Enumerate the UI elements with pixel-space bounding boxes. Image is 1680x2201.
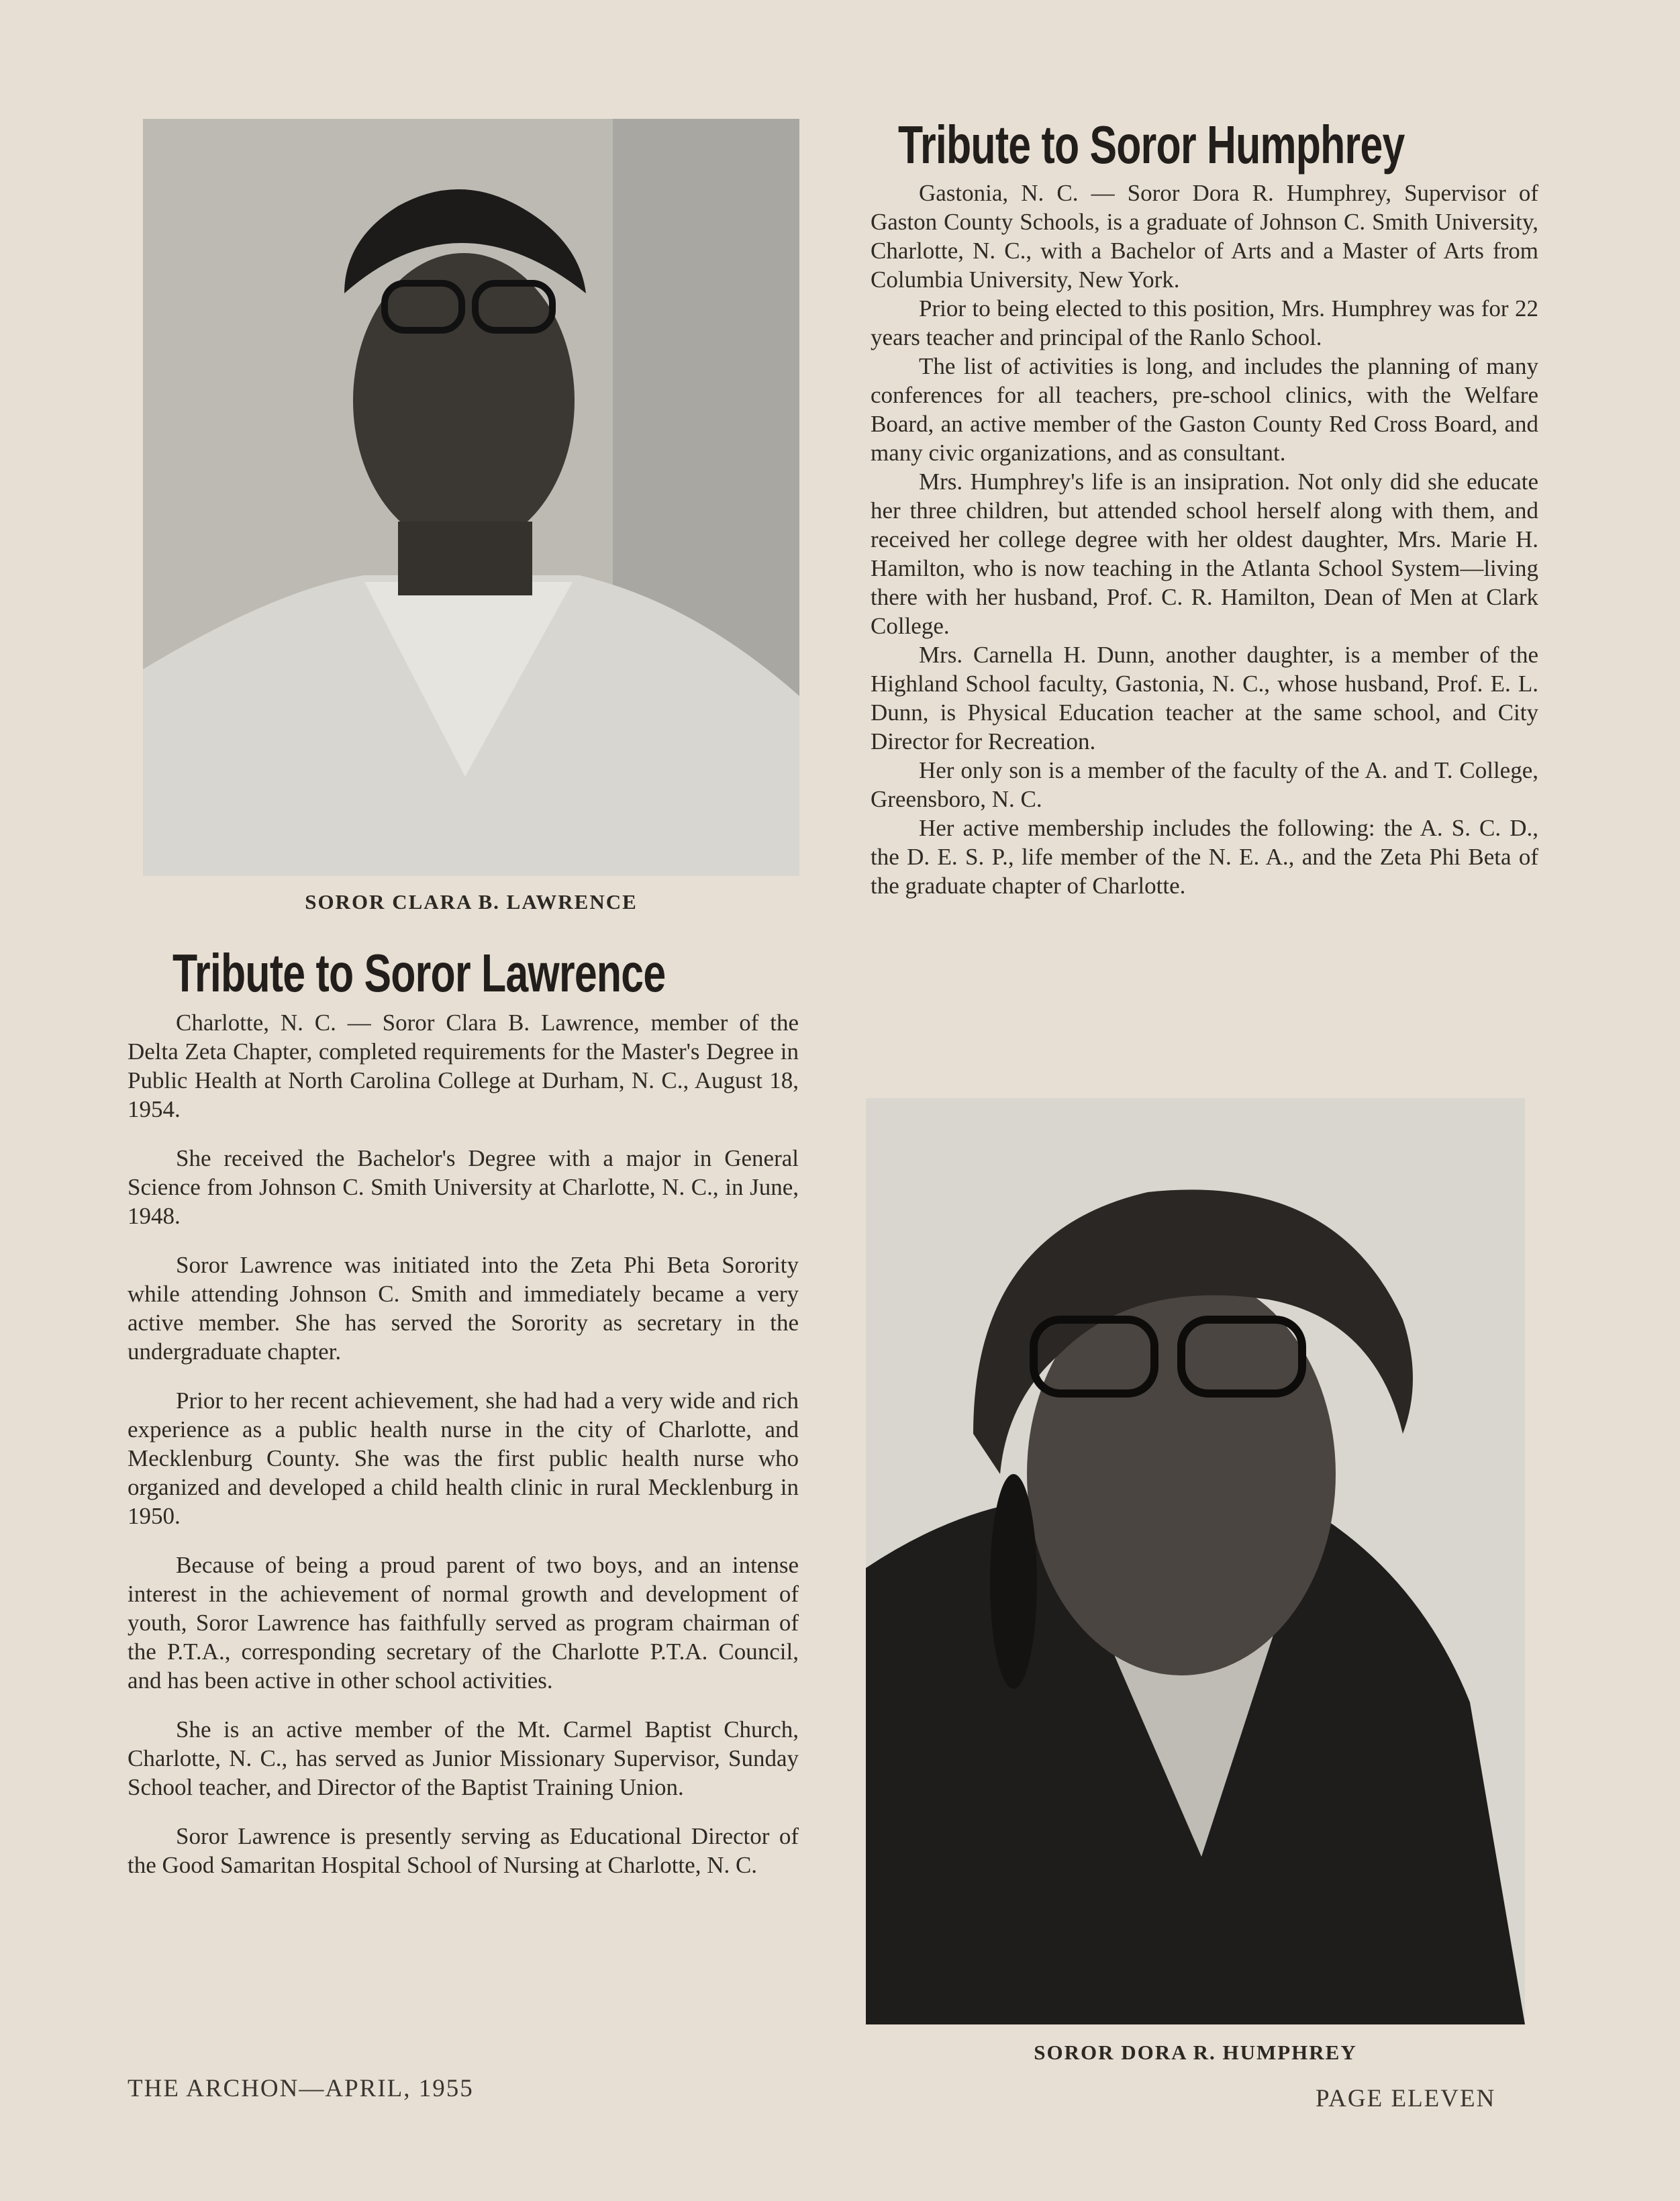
paragraph: Because of being a proud parent of two boys, and an intense interest in the achievement of normal growth and development of youth, Soror Lawrence has faithfully served as program chairman of the P.T.A., corresponding secretary of the Charlotte P.T.A. Council, and has been active in other school activities. [128,1552,799,1694]
paragraph: She is an active member of the Mt. Carmel Baptist Church, Charlotte, N. C., has served as Junior Missionary Supervisor, Sunday School teacher, and Director of the Baptist Training Union. [128,1716,799,1800]
article-lawrence [128,1008,799,1900]
paragraph: Her active membership includes the following: the A. S. C. D., the D. E. S. P., life member of the N. E. A., and the Zeta Phi Beta of the graduate chapter of Charlotte. [871,815,1538,899]
paragraph: Soror Lawrence is presently serving as Educational Director of the Good Samaritan Hospital School of Nursing at Charlotte, N. C. [128,1823,799,1878]
article-humphrey [871,179,1538,900]
paragraph: The list of activities is long, and includes the planning of many conferences for all teachers, pre-school clinics, with the Welfare Board, an active member of the Gaston County Red Cross Board, and many civic organizations, and as consultant. [871,353,1538,466]
portrait-photo-humphrey [866,1098,1525,2024]
paragraph: Prior to her recent achievement, she had had a very wide and rich experience as a public health nurse in the city of Charlotte, and Mecklenburg County. She was the first public health nurse who organized and developed a child health clinic in rural Mecklenburg in 1950. [128,1387,799,1529]
headline-humphrey: Tribute to Soror Humphrey [898,115,1405,175]
paragraph: She received the Bachelor's Degree with a major in General Science from Johnson C. Smith University at Charlotte, N. C., in June, 1948. [128,1145,799,1229]
headline-lawrence: Tribute to Soror Lawrence [172,943,666,1003]
paragraph: Gastonia, N. C. — Soror Dora R. Humphrey, Supervisor of Gaston County Schools, is a graduate of Johnson C. Smith University, Charlotte, N. C., with a Bachelor of Arts and a Master of Arts from Columbia University, New York. [871,180,1538,293]
portrait-photo-lawrence [143,119,799,876]
footer-page-number: PAGE ELEVEN [1316,2085,1496,2112]
caption-lawrence: SOROR CLARA B. LAWRENCE [305,890,638,914]
paragraph: Her only son is a member of the faculty of the A. and T. College, Greensboro, N. C. [871,757,1538,812]
caption-humphrey: SOROR DORA R. HUMPHREY [1034,2041,1357,2064]
paragraph: Charlotte, N. C. — Soror Clara B. Lawrence, member of the Delta Zeta Chapter, completed requirements for the Master's Degree in Public Health at North Carolina College at Durham, N. C., August 18, 1954. [128,1010,799,1122]
footer-publication: THE ARCHON—APRIL, 1955 [128,2075,474,2102]
paragraph: Mrs. Humphrey's life is an insipration. Not only did she educate her three children, but attended school herself along with them, and received her college degree with her oldest daughter, Mrs. Marie H. Hamilton, who is now teaching in the Atlanta School System—living there with her husband, Prof. C. R. Hamilton, Dean of Men at Clark College. [871,469,1538,639]
paragraph: Mrs. Carnella H. Dunn, another daughter, is a member of the Highland School faculty, Gastonia, N. C., whose husband, Prof. E. L. Dunn, is Physical Education teacher at the same school, and City Director for Recreation. [871,642,1538,754]
paragraph: Prior to being elected to this position, Mrs. Humphrey was for 22 years teacher and principal of the Ranlo School. [871,295,1538,350]
paragraph: Soror Lawrence was initiated into the Zeta Phi Beta Sorority while attending Johnson C. Smith and immediately became a very active member. She has served the Sorority as secretary in the undergraduate chapter. [128,1252,799,1365]
